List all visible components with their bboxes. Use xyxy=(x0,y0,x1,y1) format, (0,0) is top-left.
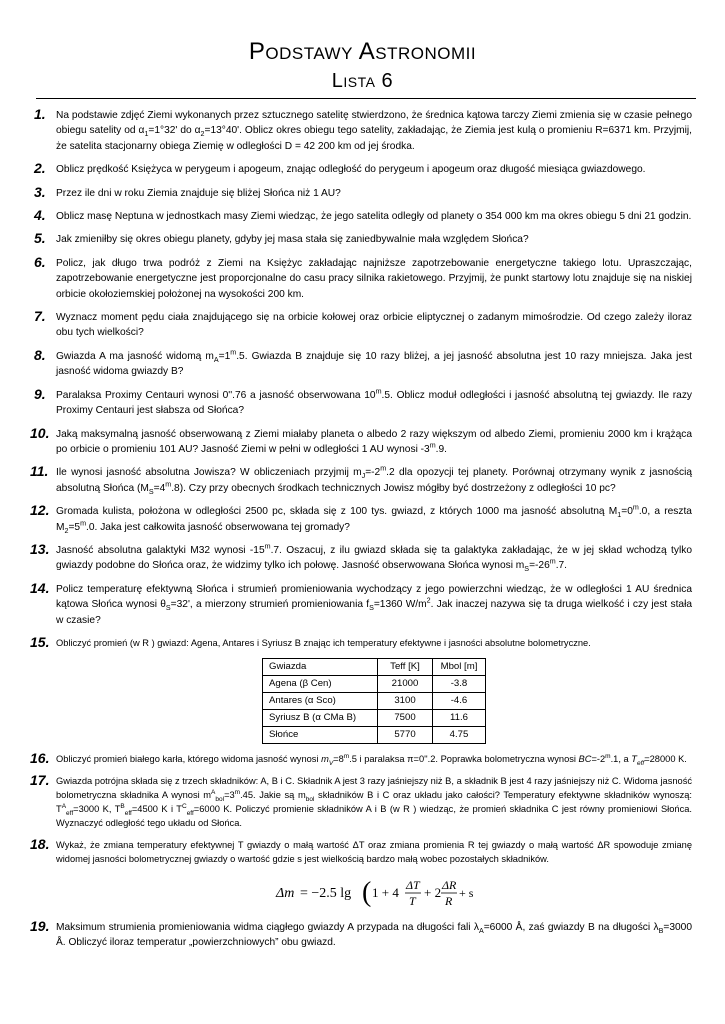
svg-text:1 + 4: 1 + 4 xyxy=(372,884,399,900)
problem-list xyxy=(30,106,693,959)
table-cell: 4.75 xyxy=(433,726,486,743)
problem-text: Paralaksa Proximy Centauri wynosi 0''.76 a jasność obserwowana 10$^m$.5. Oblicz moduł odległości i jasność absolutną tej gwiazdy. Ile razy Proximy Centauri jest słabsza od Słońca? xyxy=(56,387,693,417)
problem-text: Obliczyć promień białego karła, którego widoma jasność wynosi $m_V=8^m.5$ i paralaksa π=0''.2. Poprawka bolometryczna wynosi $BC=-2^m.1$, a $T_{eff}=28000$ K. xyxy=(56,752,687,767)
problem-16 xyxy=(30,749,692,767)
title-rule xyxy=(36,98,696,99)
table-cell: 7500 xyxy=(378,709,433,726)
problem-number: 14. xyxy=(30,579,50,596)
problem-number: 1. xyxy=(34,106,46,122)
problem-number: 2. xyxy=(34,160,46,177)
problem-5 xyxy=(36,232,692,247)
problem-text: Jaką maksymalną jasność obserwowaną z Ziemi miałaby planeta o albedo 2 razy większym od albedo Ziemi, promieniu 2000 km i krążąca po orbicie o promieniu 101 AU? Jasność Ziemi w pełni w odległości 1 AU wynosi -3$^m$.9. xyxy=(56,428,692,455)
page-subtitle: Lista 6 xyxy=(331,70,394,92)
column-header: Teff [K] xyxy=(378,658,433,675)
problem-text: Oblicz masę Neptuna w jednostkach masy Ziemi wiedząc, że jego satelita odległy od planety o 354 000 km ma okres obiegu 5 dni 21 godzin. xyxy=(56,211,692,223)
problem-number: 6. xyxy=(34,253,46,270)
problem-9 xyxy=(34,385,693,419)
problem-12 xyxy=(30,502,692,535)
problem-7 xyxy=(36,310,692,341)
problem-text: Wykaż, że zmiana temperatury efektywnej T gwiazdy o małą wartość ΔT oraz zmiana promienia R tej gwiazdy o małą wartość ΔR spowoduje zmianę widomej jasności bolometrycznej gwiazdy o wartość gdzie s jest wielkością bardzo małą wobec pozostałych składników. xyxy=(56,839,692,864)
table-cell: 3100 xyxy=(378,692,433,709)
problem-number: 10. xyxy=(30,424,50,441)
problem-text: Ile wynosi jasność absolutna Jowisza? W obliczeniach przyjmij $m_J=-2^m.2$ dla opozycji tej planety. Porównaj otrzymany wynik z jasnością absolutną Słońca $(M_S=4^m.8)$. Czy przy obecnych środkach technicznych Jowisz mógłby być dostrzeżony z odległości 10 pc? xyxy=(56,464,692,496)
svg-text:Δm: Δm xyxy=(276,885,295,901)
problem-number: 12. xyxy=(30,502,50,519)
problem-2 xyxy=(36,162,692,177)
table-cell: -4.6 xyxy=(433,692,486,709)
column-header: Mbol [m] xyxy=(433,658,486,675)
svg-text:ΔR: ΔR xyxy=(442,877,457,892)
problem-13 xyxy=(30,540,692,574)
svg-text:T: T xyxy=(409,893,416,908)
table-row xyxy=(263,709,486,726)
stars-table xyxy=(262,658,486,744)
problem-number: 9. xyxy=(34,385,46,402)
table-cell: 5770 xyxy=(378,726,433,743)
problem-8 xyxy=(34,346,692,380)
svg-text:ΔT: ΔT xyxy=(406,877,420,892)
problem-number: 8. xyxy=(34,346,46,363)
problem-number: 3. xyxy=(34,183,46,200)
problem-number: 4. xyxy=(34,207,46,224)
svg-text:R: R xyxy=(445,893,453,908)
problem-18 xyxy=(30,835,692,908)
problem-number: 15. xyxy=(30,633,50,650)
problem-number: 7. xyxy=(34,308,46,325)
problem-3 xyxy=(34,183,692,201)
svg-text:+ 2: + 2 xyxy=(424,884,442,900)
problem-text: Gromada kulista, położona w odległości 2500 pc, składa się z 100 tys. gwiazd, z których 1000 ma jasność absolutną $M_1=0^m.0$, a reszta $M_2=5^m.0$. Jaka jest całkowita jasność obserwowana tej gromady? xyxy=(56,503,692,535)
problem-text: Policz temperaturę efektywną Słońca i strumień promieniowania wychodzący z jego powierzchni wiedząc, że w odległości 1 AU średnica kątowa Słońca wynosi $\theta_S=32'$, a mierzony strumień promieniowania $f_S=1360$ $W/m^2$. Jak inaczej nazywa się ta druga wielkość i czy jest stała w czasie? xyxy=(56,583,692,626)
problem-number: 11. xyxy=(30,463,49,480)
column-header: Gwiazda xyxy=(263,658,378,675)
problem-text: Przez ile dni w roku Ziemia znajduje się bliżej Słońca niż 1 AU? xyxy=(56,187,341,199)
page-title: Podstawy Astronomii xyxy=(248,38,477,65)
table-cell: Agena (β Cen) xyxy=(263,675,378,692)
table-cell: Antares (α Sco) xyxy=(263,692,378,709)
problem-text: Obliczyć promień (w R ) gwiazd: Agena, Antares i Syriusz B znając ich temperatury efektywne i jasności absolutne bolometryczne. xyxy=(56,637,591,648)
svg-text:+ s: + s xyxy=(459,885,474,900)
problem-15 xyxy=(30,633,692,744)
problem-text: Oblicz prędkość Księżyca w perygeum i apogeum, znając odległość do perygeum i apogeum oraz długość miesiąca gwiazdowego. xyxy=(56,164,646,176)
problem-11 xyxy=(30,463,692,496)
problem-1 xyxy=(36,108,692,154)
problem-10 xyxy=(30,424,692,458)
problem-text: Na podstawie zdjęć Ziemi wykonanych przez sztucznego satelitę stwierdzono, że średnica kątowa tarczy Ziemi zmienia się w czasie pełnego obiegu satelity od $\alpha_1=1^\circ 32'$ do $\alpha_2=13^\circ 40'$. Oblicz okres obiegu tego satelity, zakładając, że Ziemia jest kulą o promieniu R=6371 km. Przyjmij, że satelita stacjonarny obiega Ziemię w odległości D = 42 200 km od jej środka. xyxy=(56,110,692,152)
problem-text: Jasność absolutna galaktyki M32 wynosi -15$^m$.7. Oszacuj, z ilu gwiazd składa się ta galaktyka zakładając, że w jej skład wchodzą tylko gwiazdy podobne do Słońca oraz, że widzimy tylko ich połowę. Jasność obserwowana Słońca wynosi $m_S=-26^m.7$. xyxy=(56,542,692,574)
problem-text: Gwiazda A ma jasność widomą $m_A=1^m.5$. Gwiazda B znajduje się 10 razy bliżej, a jej jasność absolutna jest 10 razy mniejsza. Jaka jest jasność widoma gwiazdy B? xyxy=(56,348,692,378)
problem-19 xyxy=(30,917,692,951)
problem-number: 19. xyxy=(30,917,50,934)
problem-4 xyxy=(36,209,692,224)
problem-number: 18. xyxy=(30,835,50,852)
table-row xyxy=(263,692,486,709)
problem-14 xyxy=(30,579,692,628)
problem-number: 17. xyxy=(30,771,50,788)
table-cell: -3.8 xyxy=(433,675,486,692)
problem-number: 16. xyxy=(30,749,50,766)
svg-text:= −2.5 lg: = −2.5 lg xyxy=(300,885,352,901)
problem-number: 5. xyxy=(34,230,46,247)
problem-17 xyxy=(30,771,692,830)
problem-text: Jak zmieniłby się okres obiegu planety, gdyby jej masa stała się zaniedbywalnie mała względem Słońca? xyxy=(56,234,529,246)
table-cell: 11.6 xyxy=(433,709,486,726)
problem-text: Gwiazda potrójna składa się z trzech składników: A, B i C. Składnik A jest 3 razy jaśniejszy niż B, a składnik B jest 4 razy jaśniejszy niż C. Widoma jasność bolometryczna składnika A wynosi $m^A_{bol}=3^m.45$. Jakie są $m_{bol}$ składników B i C oraz układu jako całości? Temperatury efektywne składników wynoszą: $T^A_{eff}=3000$ K, $T^B_{eff}=4500$ K i $T^C_{eff}=6000$ K. Policzyć promienie składników A i B (w R ) wiedząc, że promień składnika C jest równy promieniowi Słońca. Wyznaczyć odległość tego układu od Słońca. xyxy=(56,775,692,828)
table-cell: Syriusz B (α CMa B) xyxy=(263,709,378,726)
table-row xyxy=(263,726,486,743)
formula-graphic xyxy=(274,876,474,910)
problem-number: 13. xyxy=(30,540,50,557)
problem-text: Wyznacz moment pędu ciała znajdującego się na orbicie kołowej oraz orbicie eliptycznej o zadanym mimośrodzie. Od czego zależy iloraz obu tych wielkości? xyxy=(56,312,692,339)
problem-text: Maksimum strumienia promieniowania widma ciągłego gwiazdy A przypada na długości fali $\lambda_A=6000$ Å, zaś gwiazdy B na długości $\lambda_B=3000$ Å. Obliczyć iloraz temperatur „powierzchniowych” obu gwiazd. xyxy=(56,921,692,949)
svg-text:(: ( xyxy=(362,876,372,908)
table-row xyxy=(263,675,486,692)
table-cell: 21000 xyxy=(378,675,433,692)
problem-6 xyxy=(34,253,692,302)
table-header-row xyxy=(263,658,486,675)
table-cell: Słońce xyxy=(263,726,378,743)
problem-text: Policz, jak długo trwa podróż z Ziemi na Księżyc zakładając najniższe zapotrzebowanie energetyczne takiego lotu. Upraszczając, zapotrzebowanie energetyczne jest proporcjonalne do casu pracy silnika rakietowego. Przyjmij, że punkt startowy lotu znajduje się na niskiej orbicie okołoziemskiej położonej na wysokości 200 km. xyxy=(56,257,692,300)
magnitude-formula xyxy=(56,876,692,906)
